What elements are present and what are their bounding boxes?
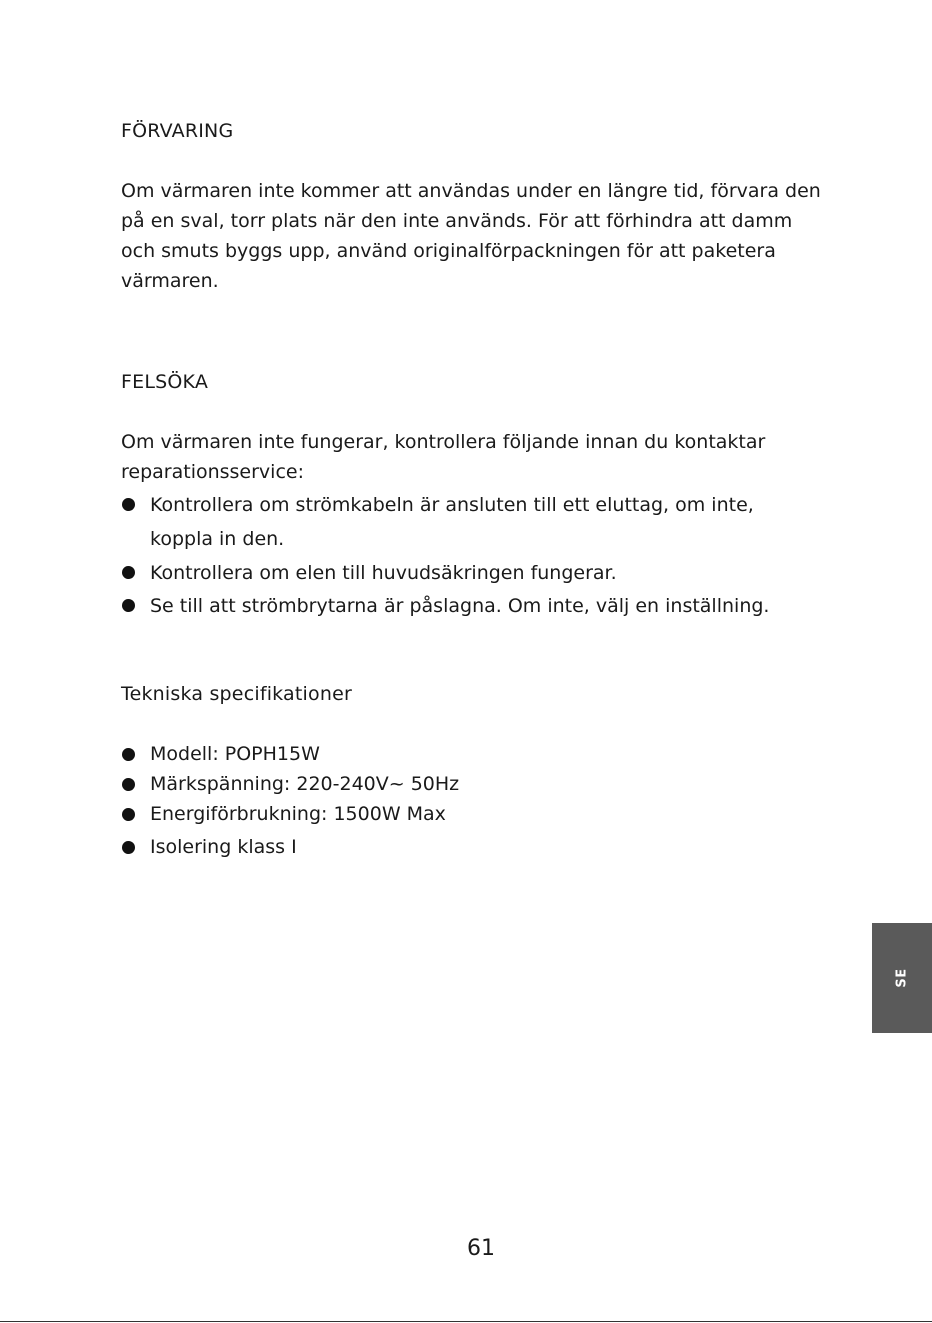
spec-text: Energiförbrukning: 1500W Max xyxy=(150,803,446,825)
list-item-text: Kontrollera om elen till huvudsäkringen fungerar. xyxy=(150,562,617,584)
bullet-icon xyxy=(122,778,135,791)
list-item xyxy=(121,489,817,557)
storage-heading: FÖRVARING xyxy=(121,120,234,142)
troubleshooting-intro xyxy=(121,427,821,487)
bullet-icon xyxy=(122,748,135,761)
storage-line: Om värmaren inte kommer att användas under en längre tid, förvara den xyxy=(121,180,821,202)
storage-line: och smuts byggs upp, använd originalförpackningen för att paketera xyxy=(121,240,776,262)
troubleshooting-intro-line: reparationsservice: xyxy=(121,461,304,483)
storage-line: värmaren. xyxy=(121,270,219,292)
troubleshooting-list xyxy=(121,489,817,623)
list-item xyxy=(121,590,817,623)
list-item xyxy=(121,799,817,832)
spec-text: Modell: POPH15W xyxy=(150,743,320,765)
list-item-line: koppla in den. xyxy=(150,528,285,550)
list-item xyxy=(121,832,817,862)
bottom-divider xyxy=(0,1321,932,1322)
list-item xyxy=(121,739,817,769)
list-item xyxy=(121,557,817,590)
bullet-icon xyxy=(122,841,135,854)
bullet-icon xyxy=(122,599,135,612)
bullet-icon xyxy=(122,808,135,821)
storage-line: på en sval, torr plats när den inte används. För att förhindra att damm xyxy=(121,210,793,232)
troubleshooting-intro-line: Om värmaren inte fungerar, kontrollera följande innan du kontaktar xyxy=(121,431,766,453)
bullet-icon xyxy=(122,498,135,511)
language-tab xyxy=(872,923,932,1033)
language-tab-label: SE xyxy=(894,968,910,988)
specifications-heading: Tekniska specifikationer xyxy=(121,683,352,705)
specifications-list xyxy=(121,739,817,862)
storage-paragraph xyxy=(121,176,821,296)
list-item xyxy=(121,769,817,799)
page-number: 61 xyxy=(467,1236,495,1261)
spec-text: Isolering klass I xyxy=(150,836,297,858)
spec-text: Märkspänning: 220-240V~ 50Hz xyxy=(150,773,460,795)
list-item-line: Kontrollera om strömkabeln är ansluten till ett eluttag, om inte, xyxy=(150,494,754,516)
list-item-text: Se till att strömbrytarna är påslagna. Om inte, välj en inställning. xyxy=(150,595,770,617)
troubleshooting-heading: FELSÖKA xyxy=(121,371,209,393)
bullet-icon xyxy=(122,566,135,579)
